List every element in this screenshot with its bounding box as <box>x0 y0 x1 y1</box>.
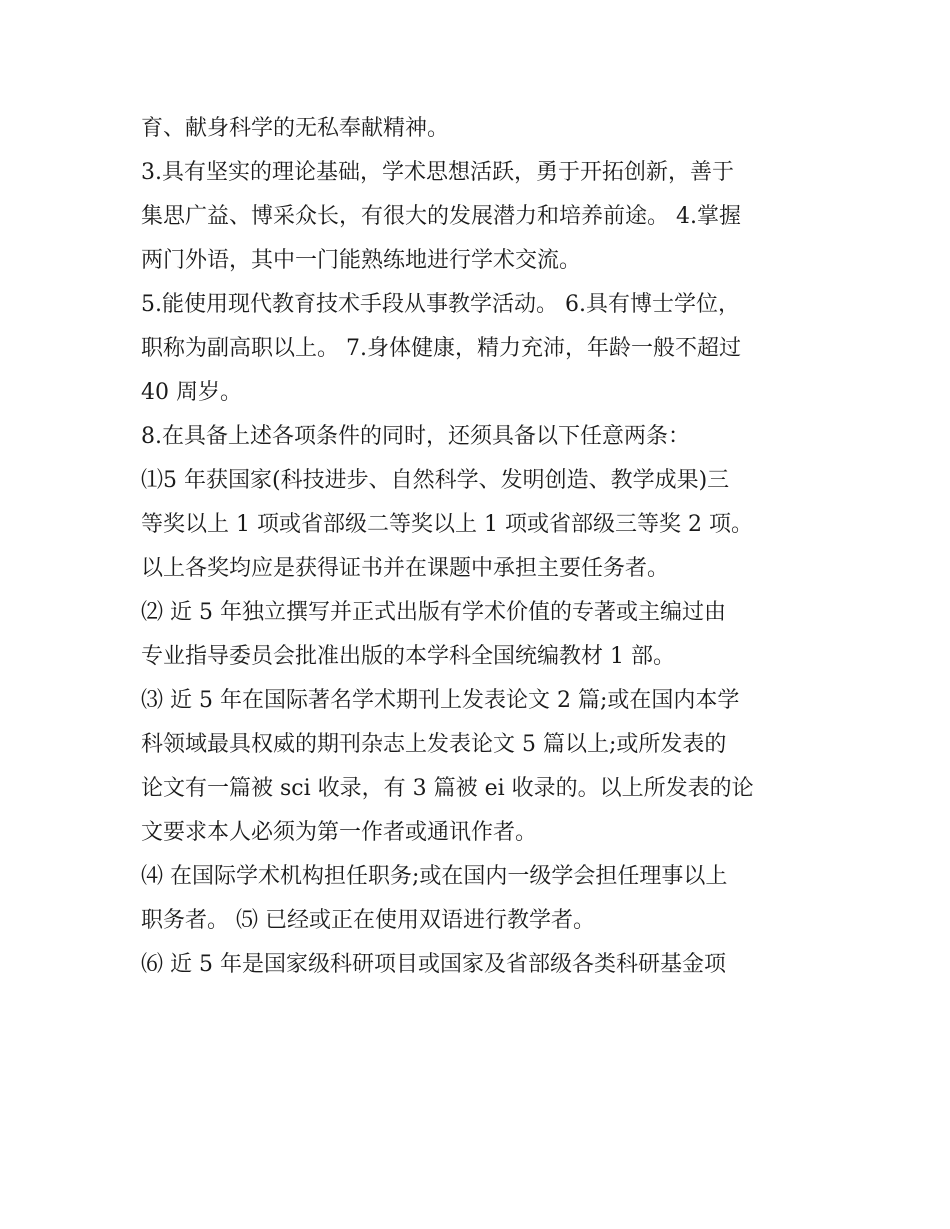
text-line: 以上各奖均应是获得证书并在课题中承担主要任务者。 <box>141 556 670 581</box>
text-line: ⑷ 在国际学术机构担任职务;或在国内一级学会担任理事以上 <box>141 864 728 889</box>
text-line: 职称为副高职以上。 7.身体健康，精力充沛，年龄一般不超过 <box>141 336 741 361</box>
text-line: ⑶ 近 5 年在国际著名学术期刊上发表论文 2 篇;或在国内本学 <box>141 688 740 713</box>
text-line: 论文有一篇被 sci 收录，有 3 篇被 ei 收录的。以上所发表的论 <box>141 776 754 801</box>
text-line: 职务者。 ⑸ 已经或正在使用双语进行教学者。 <box>141 908 595 933</box>
document-body <box>141 107 821 987</box>
text-line: 育、献身科学的无私奉献精神。 <box>141 116 450 141</box>
text-line: ⑴5 年获国家(科技进步、自然科学、发明创造、教学成果)三 <box>141 468 730 493</box>
text-line: 40 周岁。 <box>141 380 242 405</box>
text-line: 文要求本人必须为第一作者或通讯作者。 <box>141 820 538 845</box>
text-line: 科领域最具权威的期刊杂志上发表论文 5 篇以上;或所发表的 <box>141 732 727 757</box>
text-line: 等奖以上 1 项或省部级二等奖以上 1 项或省部级三等奖 2 项。 <box>141 512 753 537</box>
text-line: 5.能使用现代教育技术手段从事教学活动。 6.具有博士学位， <box>141 292 740 317</box>
text-line: 3.具有坚实的理论基础，学术思想活跃，勇于开拓创新，善于 <box>141 160 734 185</box>
text-line: 两门外语，其中一门能熟练地进行学术交流。 <box>141 248 582 273</box>
text-line: 集思广益、博采众长，有很大的发展潜力和培养前途。 4.掌握 <box>141 204 741 229</box>
text-line: 专业指导委员会批准出版的本学科全国统编教材 1 部。 <box>141 644 675 669</box>
text-line: ⑹ 近 5 年是国家级科研项目或国家及省部级各类科研基金项 <box>141 952 726 977</box>
text-line: 8.在具备上述各项条件的同时，还须具备以下任意两条： <box>141 424 690 449</box>
text-line: ⑵ 近 5 年独立撰写并正式出版有学术价值的专著或主编过由 <box>141 600 726 625</box>
